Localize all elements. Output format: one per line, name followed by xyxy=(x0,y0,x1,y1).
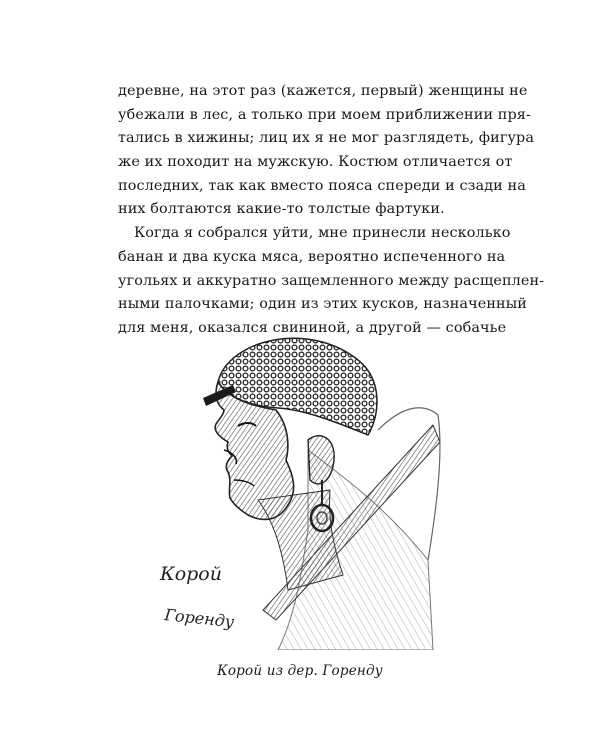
text-line: банан и два куска мяса, вероятно испеченного на xyxy=(118,248,506,265)
portrait-sketch xyxy=(158,330,448,650)
text-line: для меня, оказался свининой, а другой — собачье xyxy=(118,319,507,336)
signature-line: Корой xyxy=(160,563,222,585)
text-line: угольях и аккуратно защемленного между расщеплен- xyxy=(118,272,545,289)
signature xyxy=(159,563,236,631)
figure-caption: Корой из дер. Горенду xyxy=(217,663,383,679)
body-text xyxy=(118,80,545,341)
text-line: Когда я собрался уйти, мне принесли несколько xyxy=(134,225,511,242)
text-line: них болтаются какие-то толстые фартуки. xyxy=(118,201,445,218)
text-line: последних, так как вместо пояса спереди и сзади на xyxy=(118,177,526,194)
text-line: тались в хижины; лиц их я не мог разглядеть, фигура xyxy=(118,130,535,147)
text-line: убежали в лес, а только при моем приближении пря- xyxy=(118,106,531,123)
text-line: же их походит на мужскую. Костюм отличается от xyxy=(118,154,513,171)
signature-line: Горенду xyxy=(163,605,236,632)
portrait-illustration xyxy=(158,330,448,650)
text-line: деревне, на этот раз (кажется, первый) женщины не xyxy=(118,83,528,99)
text-line: ными палочками; один из этих кусков, назначенный xyxy=(118,296,527,313)
